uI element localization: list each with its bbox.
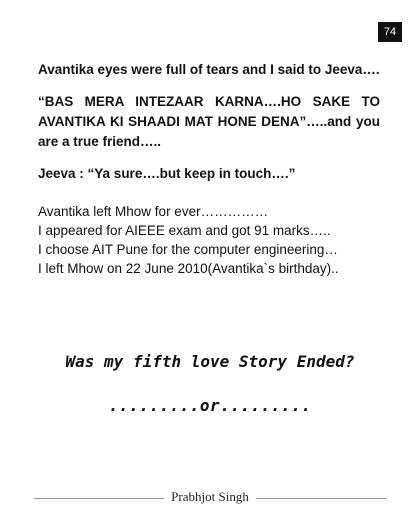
page-number: 74	[378, 22, 402, 42]
text-line: I left Mhow on 22 June 2010(Avantika`s birthday)..	[38, 261, 339, 276]
paragraph-jeeva-reply: Jeeva : “Ya sure….but keep in touch….”	[38, 166, 296, 181]
ending-question: Was my fifth love Story Ended?	[65, 352, 355, 371]
footer-author: Prabhjot Singh	[171, 489, 249, 504]
text-line: I choose AIT Pune for the computer engineering…	[38, 242, 338, 257]
ending-or: .........or.........	[108, 396, 312, 415]
paragraph-tears: Avantika eyes were full of tears and I said to Jeeva….	[38, 62, 380, 77]
paragraph-dialogue: “BAS MERA INTEZAAR KARNA….HO SAKE TO AVANTIKA KI SHAADI MAT HONE DENA”…..and you are a true friend…..	[38, 94, 380, 149]
footer-divider-right	[256, 498, 386, 499]
text-line: I appeared for AIEEE exam and got 91 marks…..	[38, 223, 331, 238]
paragraph-leaving-mhow	[38, 202, 380, 278]
text-line: Avantika left Mhow for ever……………	[38, 204, 269, 219]
page-body	[38, 60, 380, 278]
